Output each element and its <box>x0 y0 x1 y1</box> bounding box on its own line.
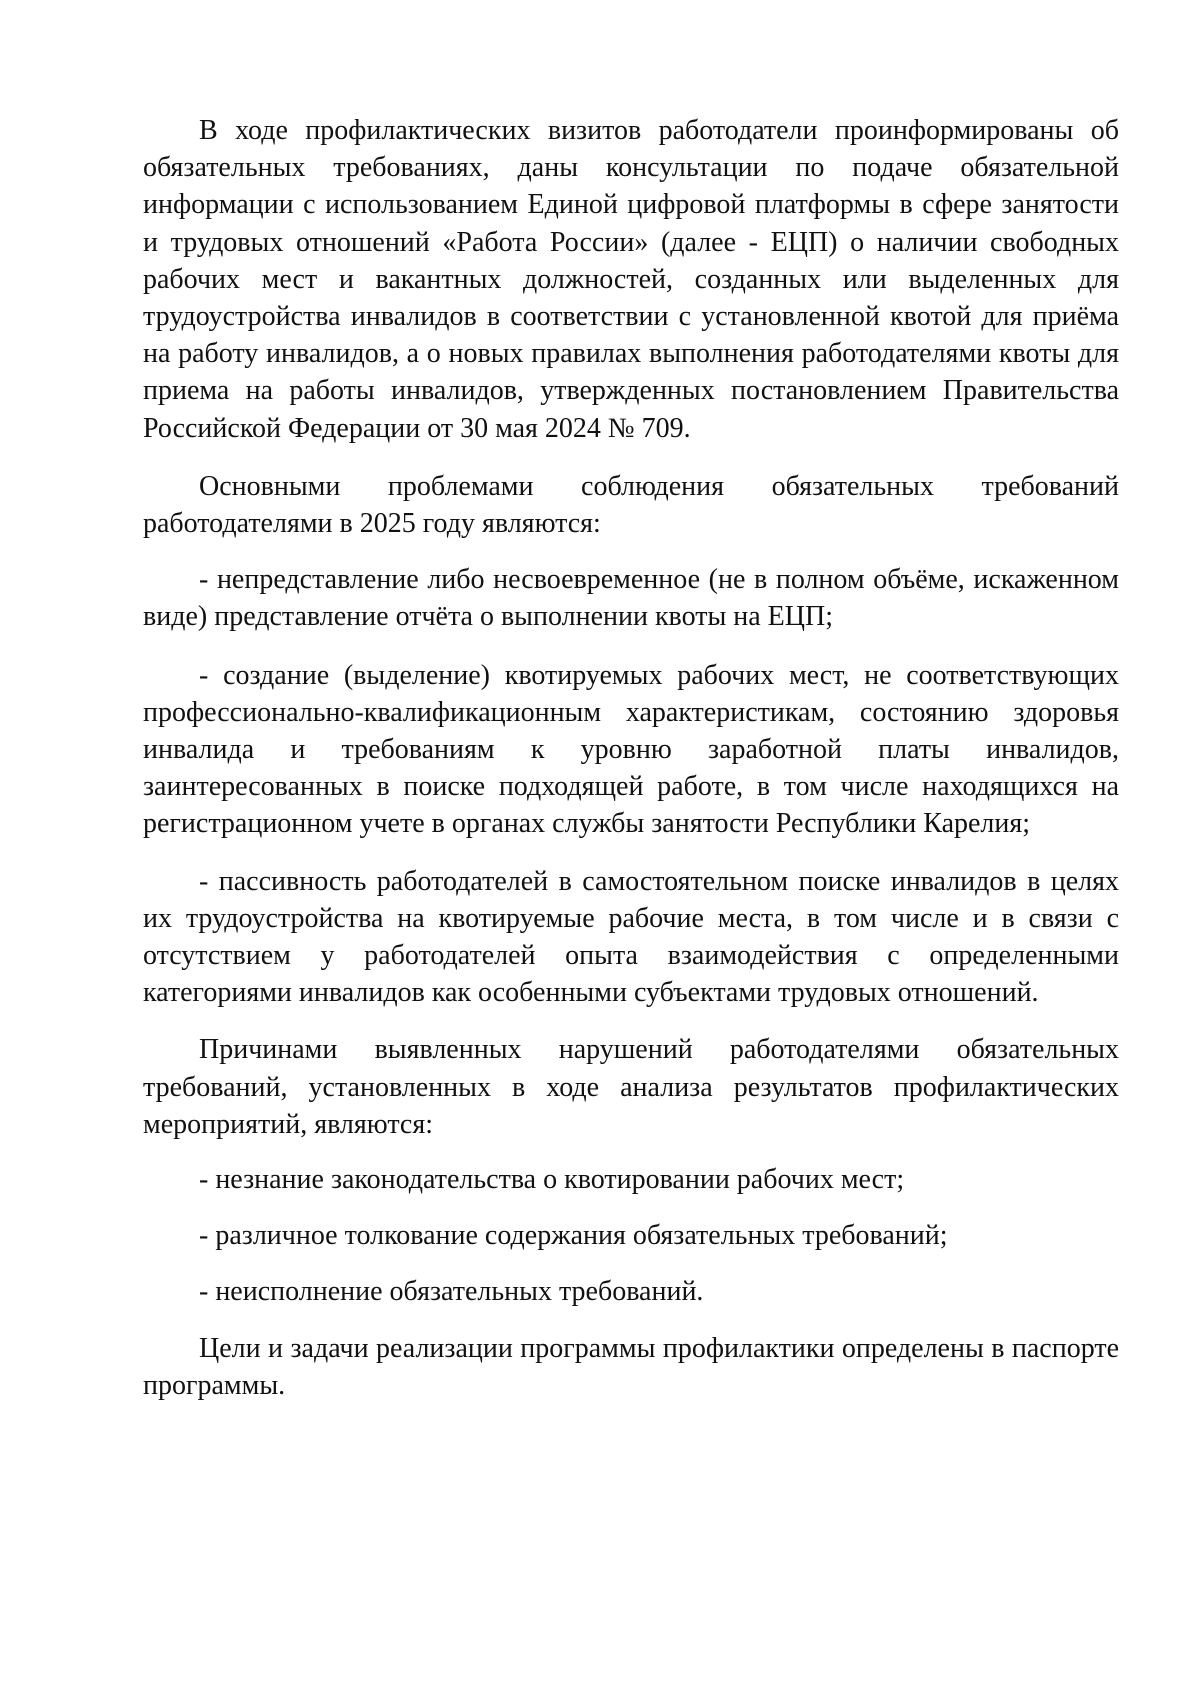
list-item-non-fulfillment: - неисполнение обязательных требований. <box>199 1276 704 1308</box>
list-item-unsuitable-jobs: - создание (выделение) квотируемых рабочих мест, не соответствующих профессионально-квалификационным характеристикам, состоянию здоровья инвалида и требованиям к уровню заработной платы инвалидов, заинтересованных в поиске подходящей работе, в том числе находящихся на регистрационном учете в органах службы занятости Республики Карелия; <box>143 659 1119 840</box>
list-item-employer-passivity: - пассивность работодателей в самостоятельном поиске инвалидов в целях их трудоустройства на квотируемые рабочие места, в том числе и в связи с отсутствием у работодателей опыта взаимодействия с определенными категориями инвалидов как особенными субъектами трудовых отношений. <box>143 865 1119 1009</box>
list-item-different-interpretation: - различное толкование содержания обязательных требований; <box>199 1220 948 1252</box>
paragraph-program-goals: Цели и задачи реализации программы профилактики определены в паспорте программы. <box>143 1332 1119 1401</box>
paragraph-preventive-visits: В ходе профилактических визитов работодатели проинформированы об обязательных требованиях, даны консультации по подаче обязательной информации с использованием Единой цифровой платформы в сфере занятости и трудовых отношений «Работа России» (далее - ЕЦП) о наличии свободных рабочих мест и вакантных должностей, созданных или выделенных для трудоустройства инвалидов в соответствии с установленной квотой для приёма на работу инвалидов, а о новых правилах выполнения работодателями квоты для приема на работы инвалидов, утвержденных постановлением Правительства Российской Федерации от 30 мая 2024 № 709. <box>143 115 1119 444</box>
list-item-ignorance-of-law: - незнание законодательства о квотировании рабочих мест; <box>199 1164 905 1196</box>
paragraph-violation-causes-intro: Причинами выявленных нарушений работодателями обязательных требований, установленных в ходе анализа результатов профилактических мероприятий, являются: <box>143 1034 1119 1140</box>
document-page <box>143 112 1119 1404</box>
list-item-report-failure: - непредставление либо несвоевременное (не в полном объёме, искаженном виде) представление отчёта о выполнении квоты на ЕЦП; <box>143 564 1119 633</box>
paragraph-main-problems-intro: Основными проблемами соблюдения обязательных требований работодателями в 2025 году являются: <box>143 470 1119 540</box>
